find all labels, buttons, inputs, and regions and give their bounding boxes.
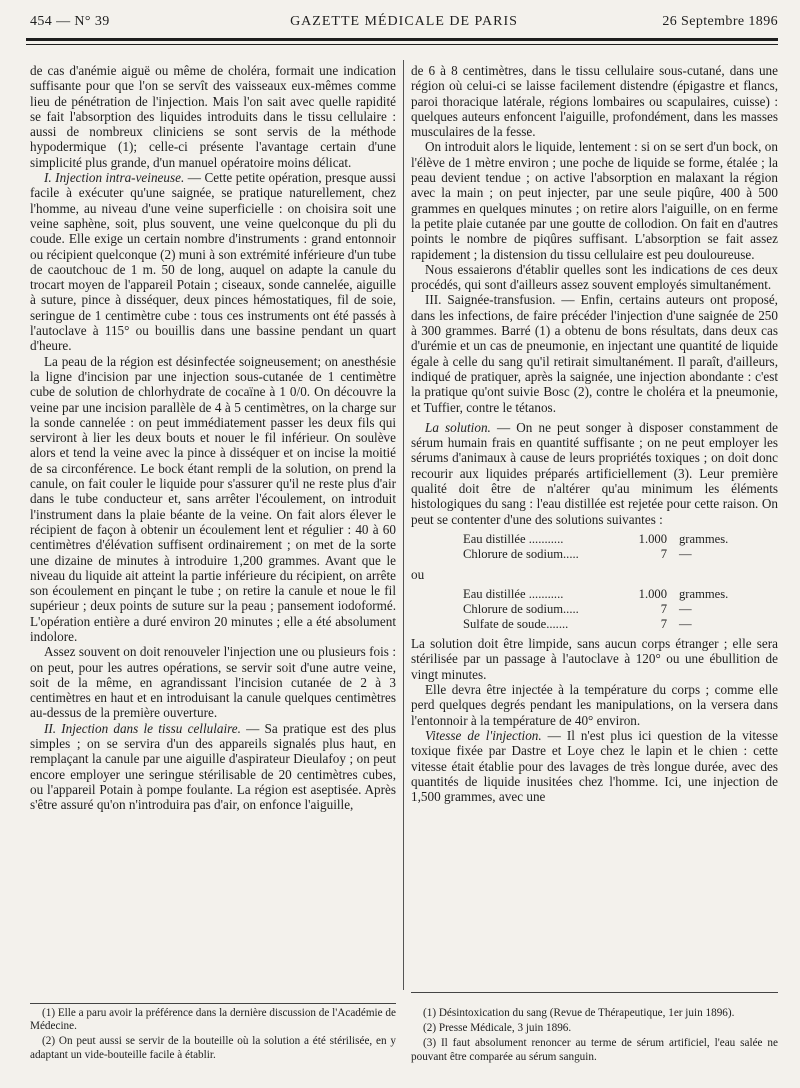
right-column <box>411 63 778 980</box>
footnote: (3) Il faut absolument renoncer au terme de sérum artificiel, l'eau salée ne pouvant être comparée au sérum sanguin. <box>411 1037 778 1063</box>
footnote: (1) Désintoxication du sang (Revue de Thérapeutique, 1er juin 1896). <box>423 1007 735 1019</box>
paragraph: de cas d'anémie aiguë ou même de choléra, formait une indication suffisante pour que l'on se servît des vaisseaux eux-mêmes comme lieu de pénétration de l'injection. Mais l'on sait avec quelle rapidité se fait l'absorption des liquides introduits dans le tissu cellulaire : aussi de nombreux cliniciens se sont servis de la méthode hypodermique (1); celle-ci présente l'avantage certain d'une simplicité plus grande, d'un manuel opératoire moins délicat. <box>30 63 396 170</box>
paragraph: Nous essaierons d'établir quelles sont les indications de ces deux procédés, qui sont d'ailleurs assez souvent employés simultanément. <box>411 261 778 293</box>
footnote: (2) Presse Médicale, 3 juin 1896. <box>423 1022 572 1035</box>
paragraph: II. Injection dans le tissu cellulaire. — Sa pratique est des plus simples ; on se servira d'un des appareils signalés plus haut, en remplaçant la canule par une aiguille d'aspirateur Dieulafoy ; on peut encore employer une seringue stérilisable de 20 centimètres cubes, ou l'appareil Potain à pompe foulante. La région est aseptisée. Après s'être assuré qu'on n'introduira pas d'air, on enfonce l'aiguille, <box>30 720 396 813</box>
issue-date: 26 Septembre 1896 <box>662 14 778 29</box>
paragraph: Elle devra être injectée à la température du corps ; comme elle perd quelques degrés pendant les manipulations, on la versera dans l'entonnoir à la température de 40° environ. <box>411 682 778 728</box>
footnote-rule-left <box>30 1003 396 1004</box>
formula-2 <box>463 587 778 631</box>
paragraph: I. Injection intra-veineuse. — Cette petite opération, presque aussi facile à exécuter qu'une saignée, se pratique naturellement, chez l'homme, au niveau d'une veine superficielle : on choisira soit une veine saphène, soit, plus souvent, une veine quelconque du pli du coude. Elle exige un certain nombre d'instruments : grand entonnoir ou récipient quelconque (2) muni à son extrémité inférieure d'un tube de caoutchouc de 1 m. 50 de long, auquel on adapte la canule du trocart moyen de l'appareil Potain ; ciseaux, sonde cannelée, aiguille à suture, pince à disséquer, deux pinces hémostatiques, fil de soie, seringue de 1 centimètre cube : tous ces instruments ont été passés à l'autoclave à 115° ou bouillis dans une bassine pendant un quart d'heure. <box>30 170 396 354</box>
formula-separator: ou <box>411 567 425 583</box>
footnote: (1) Elle a paru avoir la préférence dans la dernière discussion de l'Académie de Médecine. <box>30 1007 396 1033</box>
paragraph: La solution. — On ne peut songer à disposer constamment de sérum humain frais en quantité suffisante ; on ne peut employer les sérums d'animaux à cause de leurs propriétés toxiques ; on doit donc recourir aux liquides préparés artificiellement (3). Leur première qualité doit être de n'altérer qu'au minimum les éléments histologiques du sang : l'eau distillée est rejetée pour cette raison. On peut se contenter d'une des solutions suivantes : <box>411 419 778 527</box>
formula-row: Chlorure de sodium..... 7 — <box>463 546 692 561</box>
formula-row: Chlorure de sodium..... 7 — <box>463 601 692 616</box>
footnote-rule-right <box>411 992 778 993</box>
formula-row: Eau distillée ........... 1.000 grammes. <box>463 531 729 546</box>
paragraph: III. Saignée-transfusion. — Enfin, certains auteurs ont proposé, dans les infections, de faire précéder l'injection d'une saignée de 250 à 300 grammes. Barré (1) a obtenu de bons résultats, dans deux cas d'urémie et un cas de pneumonie, en injectant une quantité de liquide égale à celle du sang qu'il retirait simultanément. Il paraît, d'ailleurs, indiqué de pratiquer, après la saignée, une injection abondante : c'est la pratique qu'ont suivie Bosc (2), contre le choléra et la pneumonie, et Tuffier, contre le tétanos. <box>411 292 778 415</box>
paragraph: Vitesse de l'injection. — Il n'est plus ici question de la vitesse toxique fixée par Dastre et Loye chez le lapin et le chien : cette vitesse était établie pour des lavages de très longue durée, avec des quantités de liquide inusitées chez l'homme. Ici, une injection de 1,500 grammes, avec une <box>411 727 778 805</box>
footnote: (2) On peut aussi se servir de la bouteille où la solution a été stérilisée, en y adaptant un vide-bouteille facile à établir. <box>30 1035 396 1061</box>
paragraph: On introduit alors le liquide, lentement : si on se sert d'un bock, on l'élève de 1 mètre environ ; une poche de liquide se forme, étalée ; la peau devient tendue ; on active l'absorption en malaxant la région avec la main ; on peut injecter, par une seule piqûre, 400 à 500 grammes en quelques minutes ; on retire alors l'aiguille, on en ferme la petite plaie cutanée par une goutte de collodion. On fait en d'autres points le nombre de piqûres suffisant. L'absorption se fait assez rapidement ; la distension du tissu cellulaire est peu douloureuse. <box>411 139 778 262</box>
footnotes-left <box>30 1007 396 1064</box>
left-column <box>30 63 396 980</box>
paragraph: La peau de la région est désinfectée soigneusement; on anesthésie la ligne d'incision par une injection sous-cutanée de 1 centimètre cube de solution de chlorhydrate de cocaïne à 1 0/0. On découvre la veine par une incision parallèle de 4 à 5 centimètres, on la charge sur la sonde cannelée : on peut immédiatement passer les deux fils qui serviront à lier les deux bouts et nouer le fil inférieur. On soulève alors et tend la veine avec la pince à disséquer et on incise la moitié de sa circonférence. Le bock étant rempli de la solution, on prend la canule, on fait couler le liquide pour s'assurer qu'il ne reste plus d'air dans le tube conducteur et, sans arrêter l'écoulement, on introduit l'instrument dans la plaie béante de la veine. On fait alors élever le récipient de façon à obtenir un écoulement lent et régulier : 40 à 60 centimètres d'élévation suffisent ordinairement ; on met de la sorte une dizaine de minutes à introduire 1,200 grammes. Avant que le niveau du liquide ait atteint la partie inférieure du récipient, on arrête son écoulement en pinçant le tube ; on retire la canule et noue le fil supérieur ; deux points de suture sur la peau ; pansement iodoformé. L'opération entière a duré environ 20 minutes ; elle a été absolument indolore. <box>30 353 396 644</box>
footnotes-right <box>411 1007 778 1066</box>
column-separator <box>403 60 404 990</box>
header-rule-thin <box>26 44 778 45</box>
formula-1 <box>463 532 778 561</box>
journal-title: GAZETTE MÉDICALE DE PARIS <box>290 14 518 29</box>
paragraph: de 6 à 8 centimètres, dans le tissu cellulaire sous-cutané, dans une région où celui-ci se laisse facilement distendre (épigastre et flancs, paroi thoracique latérale, régions lombaires ou scapulaires, cuisse) : quelques auteurs enfoncent l'aiguille, profondément, dans les masses musculaires de la fesse. <box>411 63 778 140</box>
header-rule-thick <box>26 38 778 41</box>
page-header <box>30 12 778 34</box>
formula-row: Eau distillée ........... 1.000 grammes. <box>463 587 729 602</box>
paragraph: Assez souvent on doit renouveler l'injection une ou plusieurs fois : on peut, pour les autres opérations, se servir soit d'une autre veine, soit de la même, en agrandissant l'incision cutanée de 2 à 3 centimètres en haut et en introduisant la canule quelques centimètres au-dessus de la première ouverture. <box>30 644 396 721</box>
page-number: 454 — N° 39 <box>30 14 110 29</box>
paragraph: La solution doit être limpide, sans aucun corps étranger ; elle sera stérilisée par un passage à l'autoclave à 120° ou une ébullition de vingt minutes. <box>411 636 778 682</box>
formula-row: Sulfate de soude....... 7 — <box>463 616 692 631</box>
